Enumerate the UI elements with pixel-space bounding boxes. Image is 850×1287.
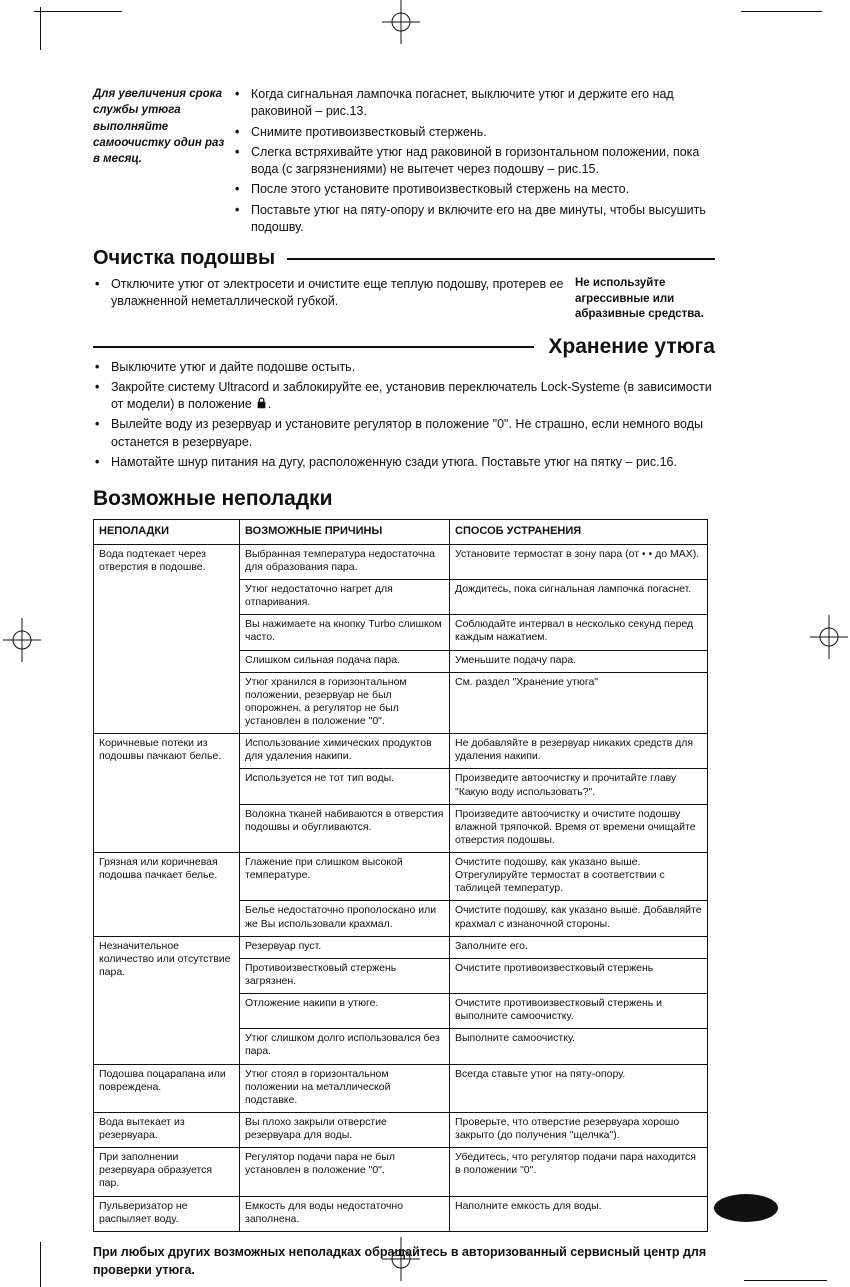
- problem-cell: При заполнении резервуара образуется пар.: [94, 1148, 240, 1196]
- storage-bullet-list: [93, 359, 715, 472]
- cause-cell: Утюг стоял в горизонтальном положении на металлической подставке.: [240, 1064, 450, 1112]
- cause-cell: Вы нажимаете на кнопку Turbo слишком часто.: [240, 615, 450, 650]
- solution-cell: Соблюдайте интервал в несколько секунд перед каждым нажатием.: [450, 615, 708, 650]
- problem-cell: Грязная или коричневая подошва пачкает белье.: [94, 853, 240, 937]
- solution-cell: Выполните самоочистку.: [450, 1029, 708, 1064]
- list-item: • Снимите противоизвестковый стержень.: [233, 124, 715, 141]
- cause-cell: Вы плохо закрыли отверстие резервуара для воды.: [240, 1112, 450, 1147]
- cause-cell: Утюг недостаточно нагрет для отпаривания.: [240, 580, 450, 615]
- column-header-problem: НЕПОЛАДКИ: [94, 520, 240, 545]
- warning-note: Не используйте агрессивные или абразивные средства.: [575, 277, 704, 321]
- problem-cell: Коричневые потеки из подошвы пачкают белье.: [94, 734, 240, 853]
- list-item: [93, 379, 715, 414]
- problem-cell: Вода вытекает из резервуара.: [94, 1112, 240, 1147]
- cause-cell: Белье недостаточно прополоскано или же Вы использовали крахмал.: [240, 901, 450, 936]
- solution-cell: Произведите автоочистку и очистите подошву влажной тряпочкой. Время от времени очищайте отверстия подошвы.: [450, 804, 708, 852]
- cause-cell: Слишком сильная подача пара.: [240, 650, 450, 672]
- soleplate-bullet-list: [93, 276, 565, 323]
- cause-cell: Отложение накипи в утюге.: [240, 994, 450, 1029]
- solution-cell: Очистите подошву, как указано выше. Добавляйте крахмал с изнаночной стороны.: [450, 901, 708, 936]
- table-row: [94, 936, 708, 958]
- problem-cell: Незначительное количество или отсутствие пара.: [94, 936, 240, 1064]
- sidebar-note: Для увеличения срока службы утюга выполняйте самоочистку один раз в месяц.: [93, 88, 225, 166]
- list-item: • Поставьте утюг на пяту-опору и включите его на две минуты, чтобы высушить подошву.: [233, 202, 715, 237]
- column-header-cause: ВОЗМОЖНЫЕ ПРИЧИНЫ: [240, 520, 450, 545]
- list-item: • Вылейте воду из резервуар и установите регулятор в положение "0". Не страшно, если немного воды останется в резервуаре.: [93, 416, 715, 451]
- lock-icon: [256, 397, 267, 409]
- table-row: [94, 544, 708, 579]
- solution-cell: Очистите противоизвестковый стержень и выполните самоочистку.: [450, 994, 708, 1029]
- section-title-storage: Хранение утюга: [548, 334, 715, 358]
- table-row: [94, 734, 708, 769]
- soleplate-heading-row: [93, 247, 715, 270]
- table-row: [94, 1112, 708, 1147]
- solution-cell: Всегда ставьте утюг на пяту-опору.: [450, 1064, 708, 1112]
- solution-cell: Установите термостат в зону пара (от • • до MAX).: [450, 544, 708, 579]
- cause-cell: Емкость для воды недостаточно заполнена.: [240, 1196, 450, 1231]
- table-row: [94, 1196, 708, 1231]
- problem-cell: Подошва поцарапана или повреждена.: [94, 1064, 240, 1112]
- list-item: • Слегка встряхивайте утюг над раковиной в горизонтальном положении, пока вода (с загрязнениями) не вытечет через подошву – рис.15.: [233, 144, 715, 179]
- list-item: • Отключите утюг от электросети и очистите еще теплую подошву, протерев ее увлажненной неметаллической губкой.: [93, 276, 565, 311]
- solution-cell: Уменьшите подачу пара.: [450, 650, 708, 672]
- section-title-soleplate: Очистка подошвы: [93, 247, 276, 269]
- cause-cell: Утюг хранился в горизонтальном положении, резервуар не был опорожнен, а регулятор не был установлен в положение "0".: [240, 672, 450, 734]
- list-item: • Выключите утюг и дайте подошве остыть.: [93, 359, 715, 376]
- problem-cell: Пульверизатор не распыляет воду.: [94, 1196, 240, 1231]
- registration-mark-left: [0, 618, 44, 662]
- storage-lock-text-end: .: [267, 397, 272, 412]
- cause-cell: Волокна тканей набиваются в отверстия подошвы и обугливаются.: [240, 804, 450, 852]
- troubleshooting-table: [93, 519, 708, 1232]
- solution-cell: Не добавляйте в резервуар никаких средств для удаления накипи.: [450, 734, 708, 769]
- cause-cell: Выбранная температура недостаточна для образования пара.: [240, 544, 450, 579]
- page-content: [93, 86, 715, 1279]
- solution-cell: См. раздел "Хранение утюга": [450, 672, 708, 734]
- crop-mark-top-left-h: [34, 11, 122, 12]
- cause-cell: Использование химических продуктов для удаления накипи.: [240, 734, 450, 769]
- list-item: • После этого установите противоизвестковый стержень на место.: [233, 181, 715, 198]
- heading-rule: [93, 346, 534, 348]
- cause-cell: Противоизвестковый стержень загрязнен.: [240, 958, 450, 993]
- service-note: При любых других возможных неполадках обращайтесь в авторизованный сервисный центр для проверки утюга.: [93, 1244, 707, 1277]
- table-body: [94, 544, 708, 1231]
- crop-mark-top-right-h: [741, 11, 822, 12]
- page-number-marker: [714, 1194, 778, 1222]
- self-clean-section: [93, 86, 715, 239]
- table-row: [94, 1064, 708, 1112]
- problem-cell: Вода подтекает через отверстия в подошве.: [94, 544, 240, 733]
- registration-mark-top: [379, 0, 423, 44]
- crop-mark-top-left-v: [40, 7, 41, 50]
- crop-mark-bottom-right-h: [744, 1280, 827, 1281]
- heading-rule: [287, 258, 715, 260]
- crop-mark-bottom-left-v: [40, 1242, 41, 1287]
- section-title-troubleshooting: Возможные неполадки: [93, 487, 333, 511]
- registration-mark-right: [807, 615, 850, 659]
- solution-cell: Заполните его.: [450, 936, 708, 958]
- list-item: • Намотайте шнур питания на дугу, расположенную сзади утюга. Поставьте утюг на пятку – рис.16.: [93, 454, 715, 471]
- self-clean-bullet-list: [233, 86, 715, 239]
- table-header-row: [94, 520, 708, 545]
- solution-cell: Наполните емкость для воды.: [450, 1196, 708, 1231]
- solution-cell: Произведите автоочистку и прочитайте главу "Какую воду использовать?".: [450, 769, 708, 804]
- cause-cell: Глажение при слишком высокой температуре.: [240, 853, 450, 901]
- solution-cell: Дождитесь, пока сигнальная лампочка погаснет.: [450, 580, 708, 615]
- list-item: • Когда сигнальная лампочка погаснет, выключите утюг и держите его над раковиной – рис.13.: [233, 86, 715, 121]
- table-row: [94, 853, 708, 901]
- storage-heading-row: [93, 335, 715, 359]
- solution-cell: Проверьте, что отверстие резервуара хорошо закрыто (до получения "щелчка").: [450, 1112, 708, 1147]
- solution-cell: Убедитесь, что регулятор подачи пара находится в положении "0".: [450, 1148, 708, 1196]
- cause-cell: Используется не тот тип воды.: [240, 769, 450, 804]
- table-row: [94, 1148, 708, 1196]
- cause-cell: Регулятор подачи пара не был установлен в положение "0".: [240, 1148, 450, 1196]
- column-header-solution: СПОСОБ УСТРАНЕНИЯ: [450, 520, 708, 545]
- cause-cell: Утюг слишком долго использовался без пара.: [240, 1029, 450, 1064]
- cause-cell: Резервуар пуст.: [240, 936, 450, 958]
- solution-cell: Очистите противоизвестковый стержень: [450, 958, 708, 993]
- storage-lock-text: Закройте систему Ultracord и заблокируйте ее, установив переключатель Lock-Systeme (в зависимости от модели) в положение: [111, 379, 712, 412]
- soleplate-section: [93, 276, 715, 323]
- solution-cell: Очистите подошву, как указано выше. Отрегулируйте термостат в соответствии с таблицей температур.: [450, 853, 708, 901]
